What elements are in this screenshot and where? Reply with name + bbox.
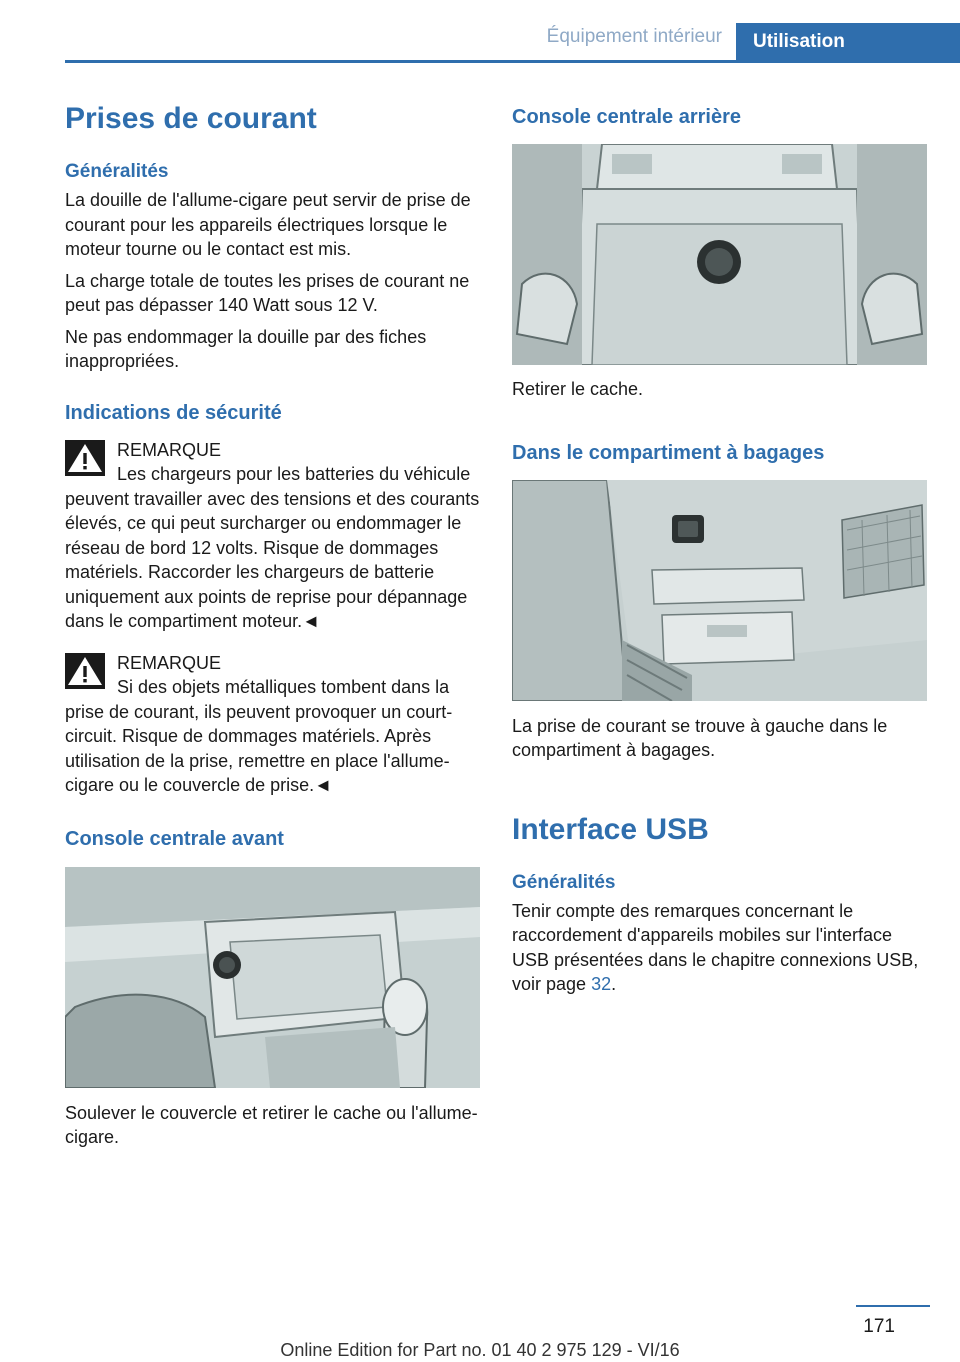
- warning-note-2: [65, 651, 481, 798]
- general-paragraph-2: La charge totale de toutes les prises de courant ne peut pas dépasser 140 Watt sous 12 V.: [65, 270, 470, 315]
- header-chapter-tab: Utilisation: [736, 23, 960, 63]
- warning-icon: [65, 440, 105, 476]
- trunk-heading: Dans le compartiment à bagages: [512, 441, 825, 464]
- usb-title: Interface USB: [512, 812, 709, 846]
- edition-footer: Online Edition for Part no. 01 40 2 975 129 - VI/16: [280, 1340, 680, 1360]
- trunk-illustration: [512, 480, 927, 701]
- page-title: Prises de courant: [65, 102, 317, 135]
- trunk-caption: La prise de courant se trouve à gauche dans le compartiment à bagages.: [512, 715, 888, 760]
- header-section: Équipement intérieur: [546, 26, 722, 47]
- general-paragraph-1: La douille de l'allume-cigare peut servir de prise de courant pour les appareils électriques lorsque le moteur tourne ou le contact est mis.: [65, 190, 471, 259]
- warning-label: REMARQUE: [117, 439, 222, 460]
- warning-label: REMARQUE: [117, 652, 222, 673]
- header-rule: [65, 60, 930, 63]
- rear-console-heading: Console centrale arrière: [512, 106, 741, 128]
- usb-text: Tenir compte des remarques concernant le raccordement d'appareils mobiles sur l'interface USB présentées dans le chapitre connexions USB, voir page: [512, 900, 919, 994]
- rear-console-caption: Retirer le cache.: [512, 379, 644, 399]
- safety-heading: Indications de sécurité: [65, 401, 282, 424]
- warning-text: Si des objets métalliques tombent dans la prise de courant, ils peuvent provoquer un court-circuit. Risque de dommages matériels. Après utilisation de la prise, remettre en place l'allume-cigare ou le couvercle de prise.◄: [65, 677, 453, 795]
- page-link[interactable]: 32: [591, 974, 612, 994]
- warning-icon: [65, 653, 105, 689]
- front-console-illustration: [65, 867, 480, 1088]
- rear-console-illustration: [512, 144, 927, 365]
- warning-note-1: [65, 438, 481, 634]
- right-column: [512, 100, 928, 997]
- usb-text-end: .: [611, 974, 617, 994]
- general-heading: Généralités: [65, 161, 169, 182]
- warning-text: Les chargeurs pour les batteries du véhicule peuvent travailler avec des tensions et des courants élevés, ce qui peut surcharger ou endommager le réseau de bord 12 volts. Risque de dommages matériels. Raccorder les chargeurs de batterie uniquement aux points de reprise pour dépannage dans le compartiment moteur.◄: [65, 464, 480, 631]
- page-number: 171: [863, 1316, 895, 1337]
- front-console-caption: Soulever le couvercle et retirer le cache ou l'allume-cigare.: [65, 1102, 478, 1147]
- usb-paragraph: [512, 899, 928, 997]
- front-console-heading: Console centrale avant: [65, 827, 284, 850]
- usb-general-heading: Généralités: [512, 871, 616, 893]
- general-paragraph-3: Ne pas endommager la douille par des fiches inappropriées.: [65, 326, 427, 371]
- left-column: [65, 100, 481, 1150]
- footer-rule: [856, 1305, 930, 1307]
